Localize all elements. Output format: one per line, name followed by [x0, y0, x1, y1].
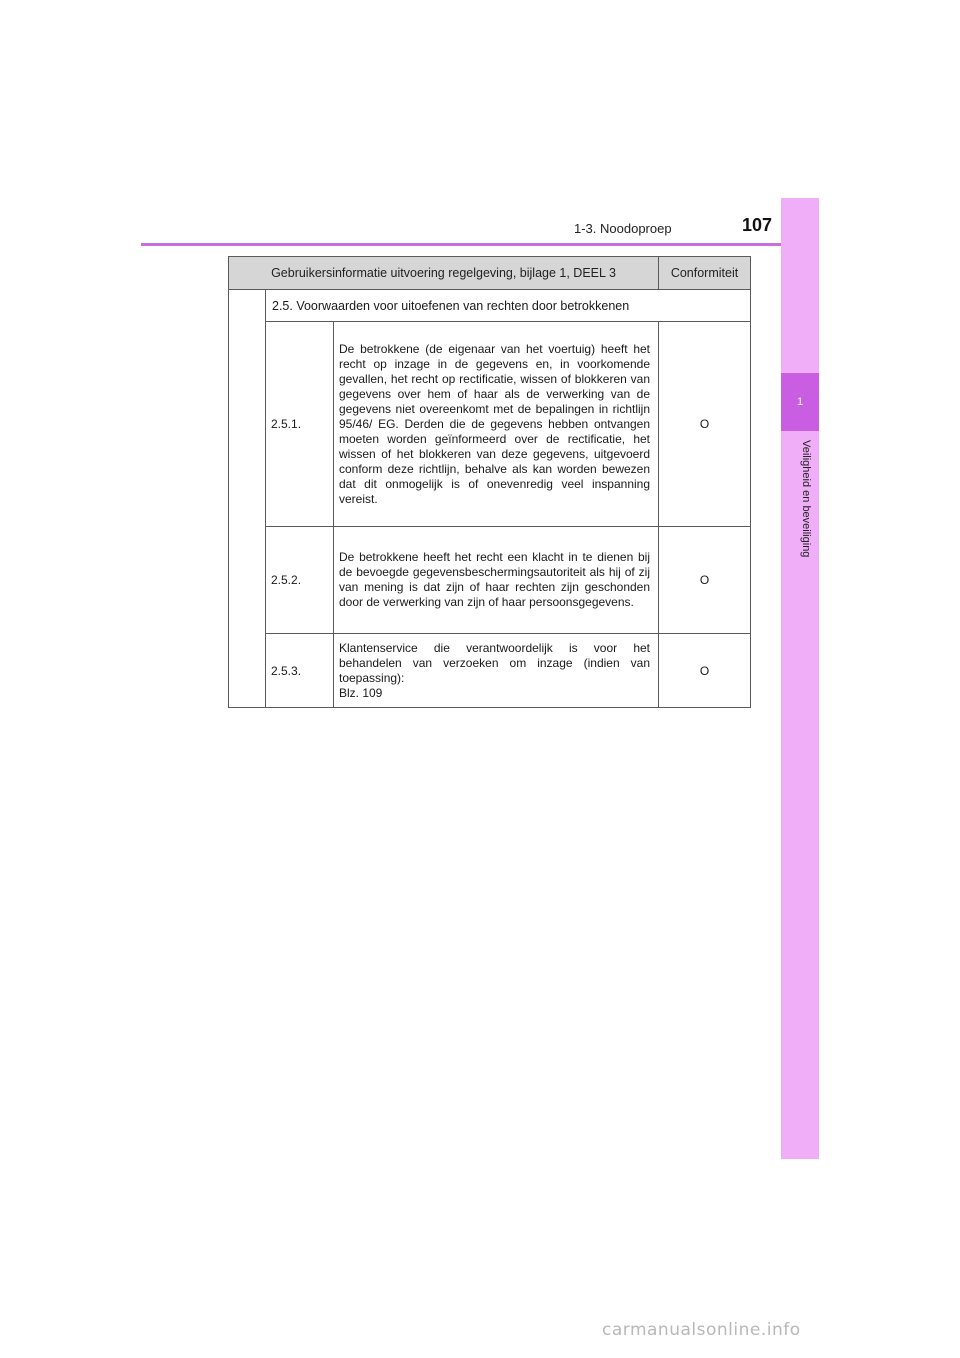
indent-cell	[229, 290, 266, 708]
row-conformity: O	[659, 322, 751, 527]
row-description	[334, 634, 659, 708]
chapter-title: Veiligheid en beveiliging	[800, 440, 812, 558]
column-header-information: Gebruikersinformatie uitvoering regelgeving, bijlage 1, DEEL 3	[229, 257, 659, 290]
regulation-table	[228, 256, 751, 708]
chapter-number-box	[781, 373, 819, 431]
table-header-row	[229, 257, 751, 290]
row-number: 2.5.2.	[266, 527, 334, 634]
row-conformity: O	[659, 527, 751, 634]
header-rule	[141, 243, 819, 246]
watermark: carmanualsonline.info	[602, 1320, 801, 1340]
section-subheading: 2.5. Voorwaarden voor uitoefenen van rechten door betrokkenen	[266, 290, 751, 322]
chapter-side-tab	[781, 198, 819, 1159]
row-description-text: Klantenservice die verantwoordelijk is voor het behandelen van verzoeken om inzage (indien van toepassing):	[339, 640, 651, 685]
row-description: De betrokkene (de eigenaar van het voertuig) heeft het recht op inzage in de gegevens en, in voorkomende gevallen, het recht op rectificatie, wissen of blokkeren van gegevens over hem of haar als de verwerking van de gegevens niet overeenkomt met de bepalingen in richtlijn 95/46/ EG. Derden die de gegevens hebben ontvangen moeten worden geïnformeerd over de rectificatie, het wissen of het blokkeren van deze gegevens, uitgevoerd conform deze richtlijn, behalve als kan worden bewezen dat dit onmogelijk is of onevenredig veel inspanning vereist.	[334, 322, 659, 527]
table-subheading-row	[229, 290, 751, 322]
table-row	[229, 634, 751, 708]
row-description: De betrokkene heeft het recht een klacht in te dienen bij de bevoegde gegevensbeschermingsautoriteit als hij of zij van mening is dat zijn of haar rechten zijn geschonden door de verwerking van zijn of haar persoonsgegevens.	[334, 527, 659, 634]
row-number: 2.5.3.	[266, 634, 334, 708]
table-row	[229, 527, 751, 634]
row-description-page-ref: Blz. 109	[339, 685, 383, 700]
table-row	[229, 322, 751, 527]
section-title: 1-3. Noodoproep	[574, 221, 672, 236]
row-conformity: O	[659, 634, 751, 708]
page-number: 107	[742, 215, 773, 235]
row-number: 2.5.1.	[266, 322, 334, 527]
chapter-number: 1	[796, 396, 804, 408]
column-header-conformity: Conformiteit	[659, 257, 751, 290]
